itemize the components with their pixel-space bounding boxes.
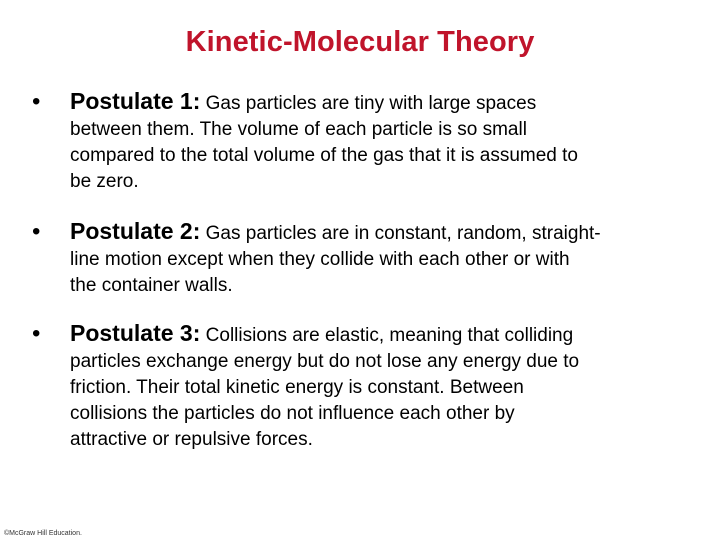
slide-title: Kinetic-Molecular Theory [185,26,535,58]
postulate-1-lead-text: Gas particles are tiny with large spaces [205,93,537,114]
postulate-2-first-line [70,216,601,249]
postulate-2-lead-text: Gas particles are in constant, random, straight- [205,223,601,244]
postulate-3-continuation: particles exchange energy but do not lose any energy due to friction. Their total kinetic energy is constant. Between collisions the particles do not influence each other by attractive or repulsive forces. [70,351,580,450]
postulate-1-heading: Postulate 1: [70,88,201,114]
postulate-2-heading: Postulate 2: [70,218,201,244]
postulate-1-continuation: between them. The volume of each particle is so small compared to the total volume of the gas that it is assumed to be zero. [70,119,578,192]
postulate-3-first-line [70,318,573,351]
postulate-2-continuation: line motion except when they collide with each other or with the container walls. [70,249,570,296]
bullet-icon: • [32,88,41,115]
bullet-icon: • [32,218,41,245]
postulate-3-heading: Postulate 3: [70,320,201,346]
postulate-3-lead-text: Collisions are elastic, meaning that colliding [205,325,574,346]
postulate-1-first-line [70,86,536,119]
copyright-footer: ©McGraw Hill Education. [4,530,82,537]
bullet-icon: • [32,320,41,347]
